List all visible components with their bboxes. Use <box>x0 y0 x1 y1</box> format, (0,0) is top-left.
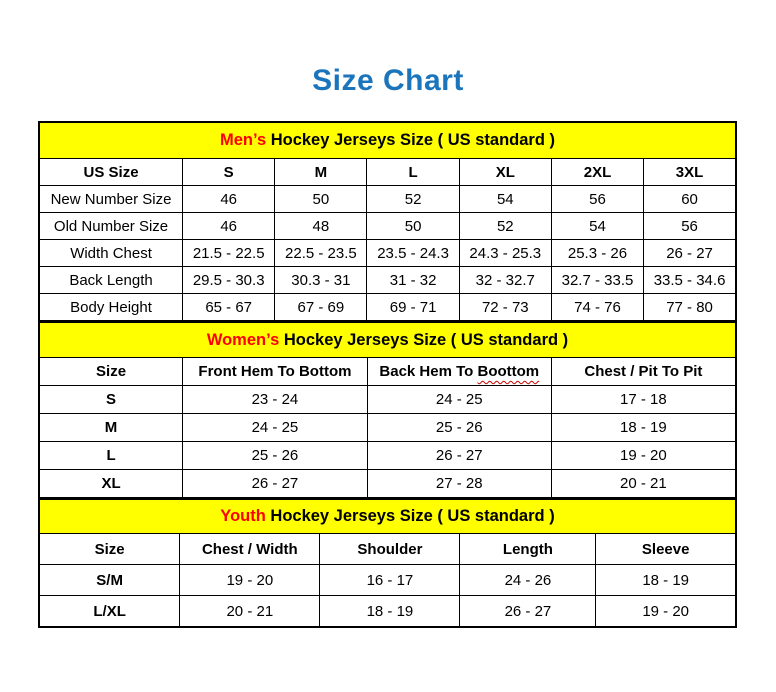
column-header: 3XL <box>644 159 736 186</box>
value-cell: 24.3 - 25.3 <box>459 240 551 267</box>
value-cell: 69 - 71 <box>367 294 459 322</box>
value-cell: 52 <box>367 186 459 213</box>
mens-section-band <box>39 122 736 159</box>
value-cell: 74 - 76 <box>551 294 643 322</box>
value-cell: 20 - 21 <box>180 596 320 628</box>
value-cell: 33.5 - 34.6 <box>644 267 736 294</box>
mens-section-title-highlight: Men’s <box>219 131 267 149</box>
table-row <box>39 386 736 414</box>
value-cell: 20 - 21 <box>551 470 736 499</box>
womens-header-row <box>39 358 736 386</box>
row-label-cell: Width Chest <box>39 240 183 267</box>
row-label-cell: Back Length <box>39 267 183 294</box>
value-cell: 27 - 28 <box>367 470 551 499</box>
value-cell: 77 - 80 <box>644 294 736 322</box>
column-header: Front Hem To Bottom <box>183 358 368 386</box>
value-cell: 32 - 32.7 <box>459 267 551 294</box>
column-header <box>367 358 551 386</box>
table-row <box>39 470 736 499</box>
value-cell: 65 - 67 <box>183 294 275 322</box>
table-row <box>39 596 736 628</box>
youth-section-title <box>39 499 736 534</box>
misspelled-word: Boottom <box>477 363 540 380</box>
column-header: Size <box>39 358 183 386</box>
value-cell: 72 - 73 <box>459 294 551 322</box>
mens-section-title-rest: Hockey Jerseys Size ( US standard ) <box>266 131 556 149</box>
page-title: Size Chart <box>312 64 464 97</box>
value-cell: 67 - 69 <box>275 294 367 322</box>
column-header: 2XL <box>551 159 643 186</box>
value-cell: 52 <box>459 213 551 240</box>
value-cell: 25 - 26 <box>367 414 551 442</box>
value-cell: 46 <box>183 186 275 213</box>
size-tables-container <box>38 121 737 628</box>
value-cell: 50 <box>367 213 459 240</box>
table-row <box>39 442 736 470</box>
column-header: US Size <box>39 159 183 186</box>
value-cell: 29.5 - 30.3 <box>183 267 275 294</box>
value-cell: 54 <box>551 213 643 240</box>
value-cell: 23.5 - 24.3 <box>367 240 459 267</box>
mens-size-table <box>38 121 737 322</box>
value-cell: 24 - 25 <box>183 414 368 442</box>
value-cell: 19 - 20 <box>180 565 320 596</box>
column-header: Chest / Pit To Pit <box>551 358 736 386</box>
value-cell: 25 - 26 <box>183 442 368 470</box>
table-row <box>39 213 736 240</box>
table-row <box>39 267 736 294</box>
value-cell: 18 - 19 <box>320 596 460 628</box>
table-row <box>39 294 736 322</box>
row-label-cell: New Number Size <box>39 186 183 213</box>
value-cell: 26 - 27 <box>644 240 736 267</box>
value-cell: 18 - 19 <box>596 565 736 596</box>
value-cell: 50 <box>275 186 367 213</box>
value-cell: 30.3 - 31 <box>275 267 367 294</box>
value-cell: 48 <box>275 213 367 240</box>
value-cell: 54 <box>459 186 551 213</box>
value-cell: 24 - 26 <box>460 565 596 596</box>
value-cell: 56 <box>551 186 643 213</box>
row-label-cell: L/XL <box>39 596 180 628</box>
column-header: M <box>275 159 367 186</box>
youth-section-title-rest: Hockey Jerseys Size ( US standard ) <box>265 507 555 525</box>
value-cell: 46 <box>183 213 275 240</box>
row-label-cell: M <box>39 414 183 442</box>
value-cell: 22.5 - 23.5 <box>275 240 367 267</box>
column-header-text: Back Hem To <box>379 363 478 380</box>
value-cell: 17 - 18 <box>551 386 736 414</box>
value-cell: 56 <box>644 213 736 240</box>
row-label-cell: Old Number Size <box>39 213 183 240</box>
row-label-cell: S/M <box>39 565 180 596</box>
value-cell: 32.7 - 33.5 <box>551 267 643 294</box>
womens-section-band <box>39 322 736 358</box>
youth-header-row <box>39 534 736 565</box>
value-cell: 23 - 24 <box>183 386 368 414</box>
table-row <box>39 565 736 596</box>
column-header: Chest / Width <box>180 534 320 565</box>
column-header: Sleeve <box>596 534 736 565</box>
value-cell: 31 - 32 <box>367 267 459 294</box>
table-row <box>39 414 736 442</box>
womens-section-title <box>39 322 736 358</box>
row-label-cell: L <box>39 442 183 470</box>
column-header: Length <box>460 534 596 565</box>
value-cell: 25.3 - 26 <box>551 240 643 267</box>
value-cell: 16 - 17 <box>320 565 460 596</box>
column-header: Size <box>39 534 180 565</box>
youth-section-band <box>39 499 736 534</box>
table-row <box>39 186 736 213</box>
womens-section-title-highlight: Women’s <box>206 330 280 349</box>
value-cell: 60 <box>644 186 736 213</box>
youth-section-title-highlight: Youth <box>220 507 266 525</box>
value-cell: 21.5 - 22.5 <box>183 240 275 267</box>
column-header: XL <box>459 159 551 186</box>
column-header: L <box>367 159 459 186</box>
value-cell: 19 - 20 <box>596 596 736 628</box>
value-cell: 26 - 27 <box>460 596 596 628</box>
womens-section-title-rest: Hockey Jerseys Size ( US standard ) <box>279 330 569 349</box>
value-cell: 26 - 27 <box>183 470 368 499</box>
value-cell: 24 - 25 <box>367 386 551 414</box>
mens-section-title <box>39 122 736 159</box>
womens-size-table <box>38 321 737 499</box>
row-label-cell: Body Height <box>39 294 183 322</box>
youth-size-table <box>38 498 737 628</box>
value-cell: 19 - 20 <box>551 442 736 470</box>
column-header: Shoulder <box>320 534 460 565</box>
column-header: S <box>183 159 275 186</box>
mens-header-row <box>39 159 736 186</box>
row-label-cell: S <box>39 386 183 414</box>
row-label-cell: XL <box>39 470 183 499</box>
value-cell: 18 - 19 <box>551 414 736 442</box>
value-cell: 26 - 27 <box>367 442 551 470</box>
table-row <box>39 240 736 267</box>
